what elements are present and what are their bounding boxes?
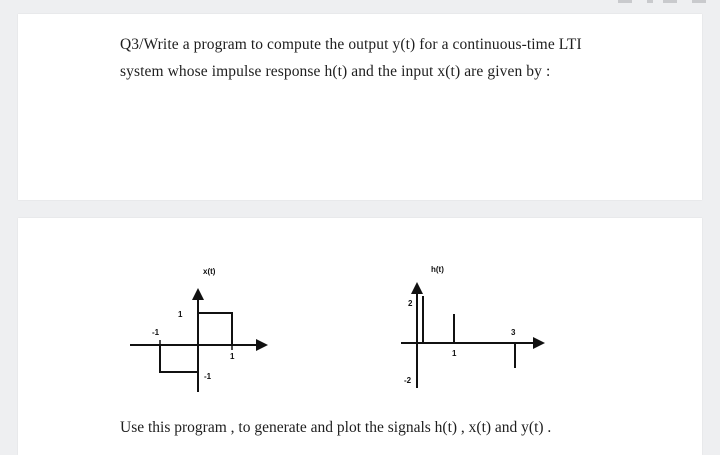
top-edge-segment: [663, 0, 677, 3]
top-edge-segment: [692, 0, 706, 3]
x-value-pos-label: 1: [178, 310, 183, 319]
x-tick-pos-label: 1: [230, 352, 235, 361]
x-tick-neg-label: -1: [152, 328, 160, 337]
footer-instruction: Use this program , to generate and plot the signals h(t) , x(t) and y(t) .: [120, 419, 552, 436]
figure-card: [18, 218, 702, 455]
x-value-neg-label: -1: [204, 372, 212, 381]
h-value-pos-label: 2: [408, 299, 413, 308]
x-signal-waveform: [160, 313, 232, 372]
top-edge-segment: [618, 0, 632, 3]
h-plot: [401, 265, 543, 388]
x-plot: [130, 267, 266, 392]
top-edge-bar: [0, 0, 720, 14]
question-line-1: Q3/Write a program to compute the output y(t) for a continuous-time LTI: [120, 36, 582, 53]
question-line-2: system whose impulse response h(t) and the input x(t) are given by :: [120, 63, 551, 80]
x-plot-label: x(t): [203, 267, 216, 276]
top-edge-segment: [647, 0, 653, 3]
h-tick-3-label: 3: [511, 328, 516, 337]
h-plot-label: h(t): [431, 265, 444, 274]
h-value-neg-label: -2: [404, 376, 412, 385]
question-card: [18, 14, 702, 200]
h-tick-1-label: 1: [452, 349, 457, 358]
